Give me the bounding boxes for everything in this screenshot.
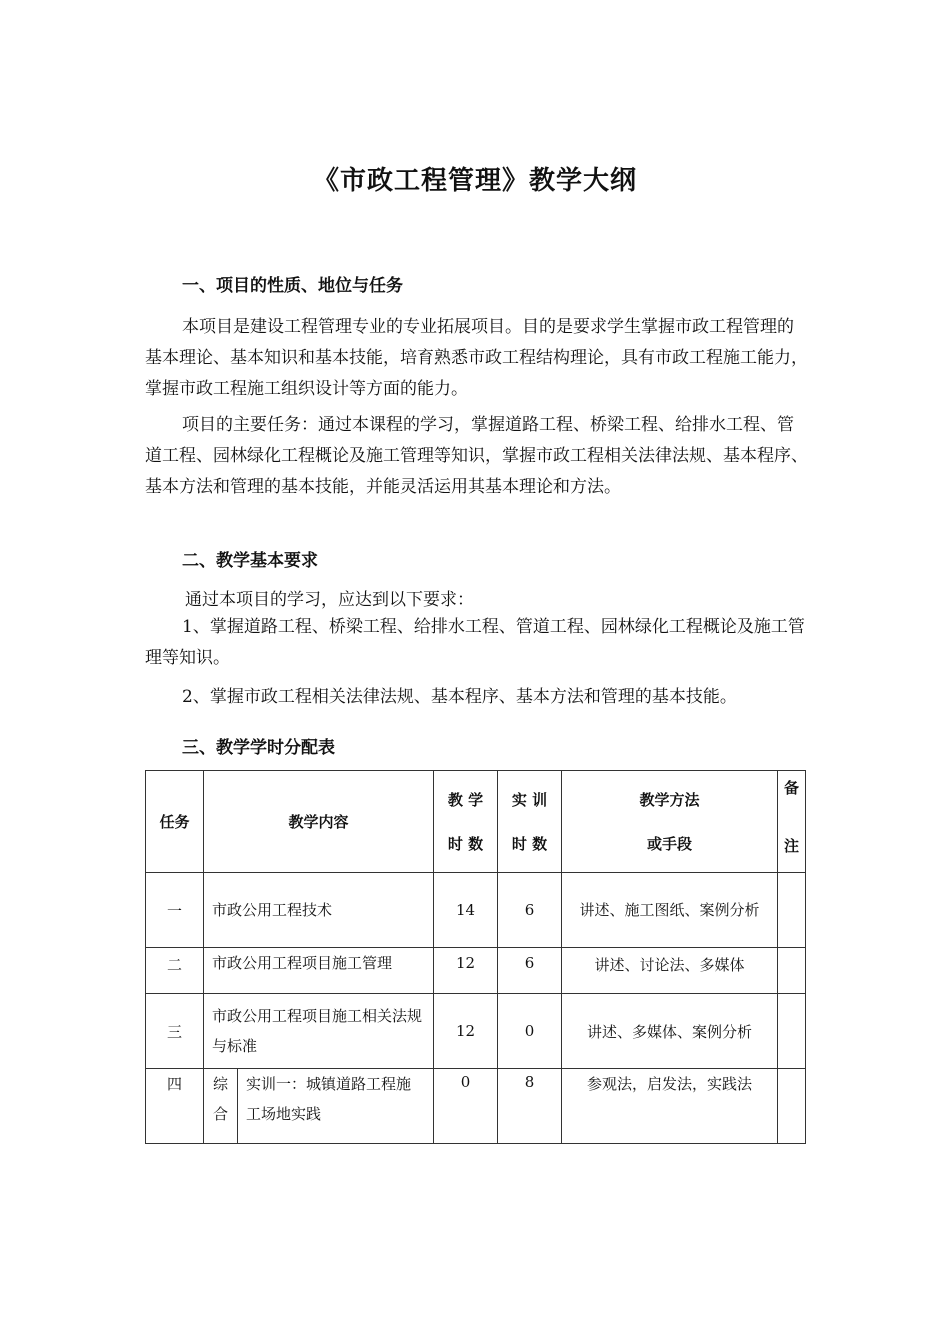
- table-row: [146, 873, 806, 948]
- header-method-line-2: 或手段: [647, 834, 693, 853]
- hours-allocation-table: [145, 770, 806, 1144]
- row-train-hours: 8: [498, 1069, 562, 1144]
- header-remark-line-2: 注: [784, 837, 800, 855]
- header-train-hours-line-2: 时 数: [511, 834, 548, 853]
- row-remark: [778, 1069, 806, 1144]
- header-train-hours: [498, 771, 562, 873]
- row-content: 市政公用工程技术: [204, 873, 434, 948]
- row-method: 讲述、施工图纸、案例分析: [562, 873, 778, 948]
- row-method: 参观法，启发法，实践法: [562, 1069, 778, 1144]
- section-2-item-2: 2、掌握市政工程相关法律法规、基本程序、基本方法和管理的基本技能。: [182, 687, 737, 707]
- row-teach-hours: 12: [434, 948, 498, 994]
- row-teach-hours: 0: [434, 1069, 498, 1144]
- header-teach-hours: [434, 771, 498, 873]
- row-content: 实训一：城镇道路工程施工场地实践: [238, 1069, 434, 1144]
- row-remark: [778, 994, 806, 1069]
- header-teach-hours-line-2: 时 数: [447, 834, 484, 853]
- row-remark: [778, 948, 806, 994]
- section-1-paragraph-1: 本项目是建设工程管理专业的专业拓展项目。目的是要求学生掌握市政工程管理的基本理论、基本知识和基本技能，培育熟悉市政工程结构理论，具有市政工程施工能力，掌握市政工程施工组织设计等方面的能力。: [145, 317, 808, 399]
- row-task: 三: [146, 994, 204, 1069]
- section-2-heading: 二、教学基本要求: [182, 551, 318, 571]
- header-remark: [778, 771, 806, 873]
- row-task: 二: [146, 948, 204, 994]
- row-train-hours: 0: [498, 994, 562, 1069]
- row-remark: [778, 873, 806, 948]
- row-train-hours: 6: [498, 873, 562, 948]
- row-category: 综合: [204, 1069, 238, 1144]
- header-train-hours-line-1: 实 训: [511, 790, 548, 809]
- header-task: 任务: [146, 771, 204, 873]
- header-teach-hours-line-1: 教 学: [447, 790, 484, 809]
- header-remark-line-1: 备: [784, 779, 800, 797]
- row-method: 讲述、多媒体、案例分析: [562, 994, 778, 1069]
- document-title: 《市政工程管理》教学大纲: [312, 166, 637, 196]
- row-train-hours: 6: [498, 948, 562, 994]
- section-2-intro: 通过本项目的学习，应达到以下要求：: [185, 590, 474, 610]
- row-content: 市政公用工程项目施工管理: [204, 948, 434, 994]
- row-teach-hours: 14: [434, 873, 498, 948]
- row-method: 讲述、讨论法、多媒体: [562, 948, 778, 994]
- section-2-item-1: 1、掌握道路工程、桥梁工程、给排水工程、管道工程、园林绿化工程概论及施工管理等知识。: [145, 617, 805, 668]
- table-row: [146, 1069, 806, 1144]
- header-method-line-1: 教学方法: [639, 790, 700, 809]
- section-3-heading: 三、教学学时分配表: [182, 738, 335, 758]
- row-content: 市政公用工程项目施工相关法规与标准: [204, 994, 434, 1069]
- section-1-heading: 一、项目的性质、地位与任务: [182, 276, 403, 296]
- row-teach-hours: 12: [434, 994, 498, 1069]
- header-method: [562, 771, 778, 873]
- table-header-row: [146, 771, 806, 873]
- table-row: [146, 948, 806, 994]
- header-content: 教学内容: [204, 771, 434, 873]
- row-task: 四: [146, 1069, 204, 1144]
- row-task: 一: [146, 873, 204, 948]
- section-1-paragraph-2: 项目的主要任务：通过本课程的学习，掌握道路工程、桥梁工程、给排水工程、管道工程、园林绿化工程概论及施工管理等知识，掌握市政工程相关法律法规、基本程序、基本方法和管理的基本技能，并能灵活运用其基本理论和方法。: [145, 415, 808, 497]
- table-row: [146, 994, 806, 1069]
